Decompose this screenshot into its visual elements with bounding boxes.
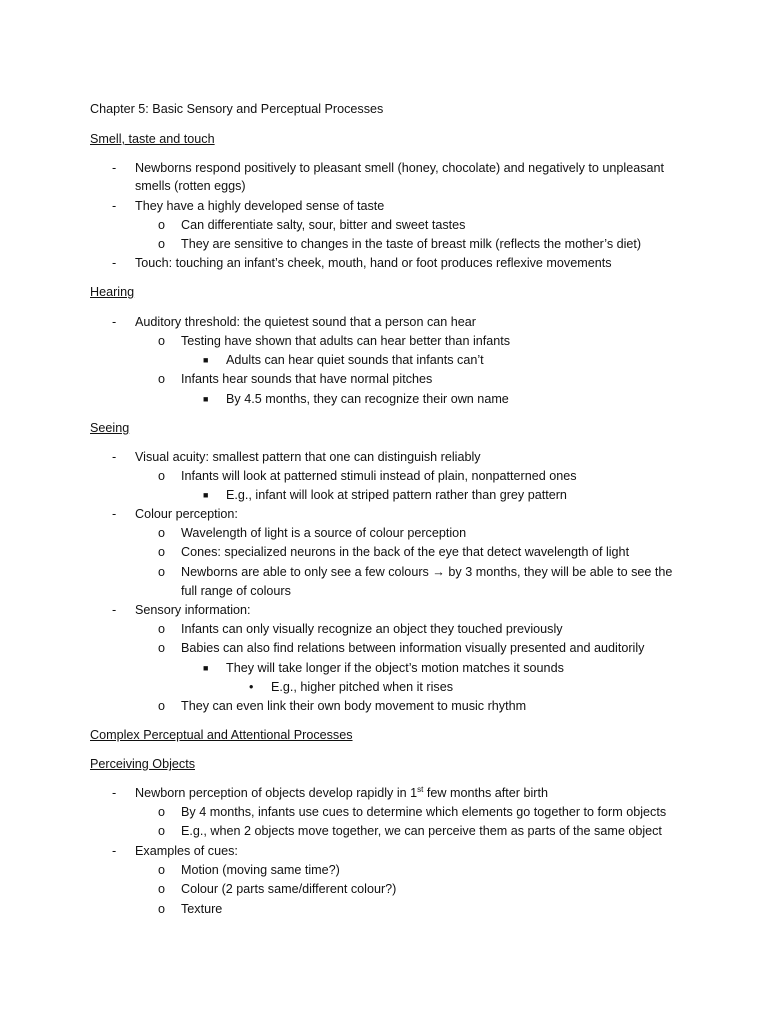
square-bullet: ■: [203, 355, 209, 365]
circle-bullet: o: [158, 237, 166, 251]
dash-bullet: -: [112, 161, 117, 175]
circle-bullet: o: [158, 824, 166, 838]
list-item: Newborns respond positively to pleasant smell (honey, chocolate) and negatively to unpleasant: [135, 161, 665, 175]
list-item: Touch: touching an infant’s cheek, mouth, hand or foot produces reflexive movements: [135, 256, 612, 270]
list-item: Wavelength of light is a source of colour perception: [181, 526, 467, 540]
dash-bullet: -: [112, 315, 117, 329]
section-heading-smell: Smell, taste and touch: [90, 132, 215, 146]
list-item: E.g., higher pitched when it rises: [271, 680, 454, 694]
list-item: Examples of cues:: [135, 844, 238, 858]
circle-bullet: o: [158, 334, 166, 348]
circle-bullet: o: [158, 902, 166, 916]
dash-bullet: -: [112, 256, 117, 270]
circle-bullet: o: [158, 469, 166, 483]
document-title: Chapter 5: Basic Sensory and Perceptual Processes: [90, 102, 384, 116]
list-item: By 4 months, infants use cues to determine which elements go together to form objects: [181, 805, 667, 819]
dash-bullet: -: [112, 450, 117, 464]
list-item: By 4.5 months, they can recognize their own name: [226, 392, 509, 406]
list-item: Newborns are able to only see a few colours → by 3 months, they will be able to see the: [181, 565, 673, 579]
circle-bullet: o: [158, 218, 166, 232]
list-item: Infants will look at patterned stimuli instead of plain, nonpatterned ones: [181, 469, 577, 483]
dash-bullet: -: [112, 199, 117, 213]
circle-bullet: o: [158, 641, 166, 655]
circle-bullet: o: [158, 565, 166, 579]
circle-bullet: o: [158, 805, 166, 819]
list-item-text: few months after birth: [423, 786, 548, 800]
circle-bullet: o: [158, 372, 166, 386]
circle-bullet: o: [158, 699, 166, 713]
list-item: [135, 785, 548, 801]
circle-bullet: o: [158, 622, 166, 636]
list-item: Colour (2 parts same/different colour?): [181, 882, 397, 896]
list-item: They have a highly developed sense of taste: [135, 199, 385, 213]
list-item: Babies can also find relations between information visually presented and auditorily: [181, 641, 645, 655]
list-item: Cones: specialized neurons in the back of the eye that detect wavelength of light: [181, 545, 630, 559]
list-item-continuation: smells (rotten eggs): [135, 179, 246, 193]
list-item: E.g., when 2 objects move together, we can perceive them as parts of the same object: [181, 824, 662, 838]
dash-bullet: -: [112, 603, 117, 617]
list-item: Texture: [181, 902, 223, 916]
list-item: Infants hear sounds that have normal pitches: [181, 372, 433, 386]
dash-bullet: -: [112, 844, 117, 858]
square-bullet: ■: [203, 394, 209, 404]
list-item: Infants can only visually recognize an object they touched previously: [181, 622, 563, 636]
dash-bullet: -: [112, 786, 117, 800]
list-item: They will take longer if the object’s motion matches it sounds: [226, 661, 564, 675]
list-item: They are sensitive to changes in the taste of breast milk (reflects the mother’s diet): [181, 237, 642, 251]
section-heading-seeing: Seeing: [90, 421, 130, 435]
list-item-text: Newborn perception of objects develop rapidly in 1: [135, 786, 418, 800]
list-item: Visual acuity: smallest pattern that one can distinguish reliably: [135, 450, 481, 464]
list-item: Adults can hear quiet sounds that infants can’t: [226, 353, 484, 367]
list-item: Can differentiate salty, sour, bitter and sweet tastes: [181, 218, 466, 232]
section-heading-hearing: Hearing: [90, 285, 135, 299]
superscript: st: [417, 785, 424, 794]
list-item: E.g., infant will look at striped pattern rather than grey pattern: [226, 488, 567, 502]
section-heading-objects: Perceiving Objects: [90, 757, 195, 771]
circle-bullet: o: [158, 545, 166, 559]
list-item: Testing have shown that adults can hear better than infants: [181, 334, 511, 348]
circle-bullet: o: [158, 863, 166, 877]
circle-bullet: o: [158, 526, 166, 540]
square-bullet: ■: [203, 663, 209, 673]
circle-bullet: o: [158, 882, 166, 896]
list-item-continuation: full range of colours: [181, 584, 291, 598]
list-item: Motion (moving same time?): [181, 863, 340, 877]
list-item: Auditory threshold: the quietest sound that a person can hear: [135, 315, 476, 329]
dot-bullet: •: [249, 680, 254, 694]
section-heading-complex: Complex Perceptual and Attentional Processes: [90, 728, 353, 742]
square-bullet: ■: [203, 490, 209, 500]
dash-bullet: -: [112, 507, 117, 521]
list-item: They can even link their own body movement to music rhythm: [181, 699, 527, 713]
list-item: Sensory information:: [135, 603, 251, 617]
list-item: Colour perception:: [135, 507, 238, 521]
